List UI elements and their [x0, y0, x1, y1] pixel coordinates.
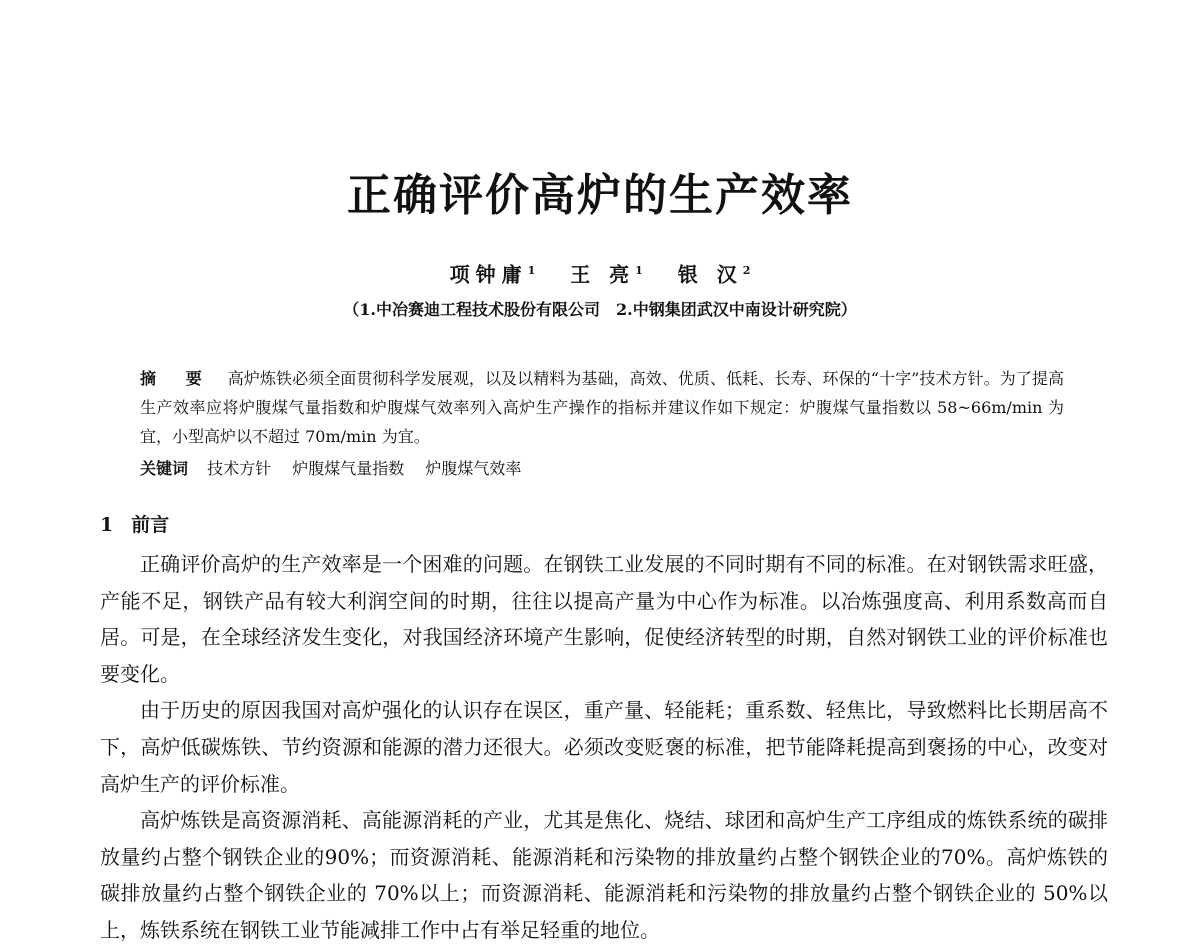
author-1-name: 项钟庸 [449, 262, 528, 287]
author-1-affiliation-mark: 1 [527, 264, 536, 277]
author-2-affiliation-mark: 1 [635, 264, 643, 277]
abstract [140, 364, 1064, 451]
author-2-name: 王 亮 [570, 262, 636, 287]
author-3-affiliation-mark: 2 [742, 264, 751, 277]
keyword-1: 技术方针 [207, 459, 272, 478]
keyword-3: 炉腹煤气效率 [425, 459, 522, 478]
abstract-text: 高炉炼铁必须全面贯彻科学发展观，以及以精料为基础，高效、优质、低耗、长寿、环保的“十字”技术方针。为了提高生产效率应将炉腹煤气量指数和炉腹煤气效率列入高炉生产操作的指标并建议作如下规定：炉腹煤气量指数以 58~66m/min 为宜，小型高炉以不超过 70m/min 为宜。 [140, 369, 1064, 446]
paragraph-2: 由于历史的原因我国对高炉强化的认识存在误区，重产量、轻能耗；重系数、轻焦比，导致燃料比长期居高不下，高炉低碳炼铁、节约资源和能源的潜力还很大。必须改变贬褒的标准，把节能降耗提高到褒扬的中心，改变对高炉生产的评价标准。 [100, 698, 1108, 796]
section-heading [100, 510, 169, 540]
body-text [100, 546, 1108, 949]
paper-title: 正确评价高炉的生产效率 [347, 170, 853, 221]
paragraph-3: 高炉炼铁是高资源消耗、高能源消耗的产业，尤其是焦化、烧结、球团和高炉生产工序组成的炼铁系统的碳排放量约占整个钢铁企业的90%；而资源消耗、能源消耗和污染物的排放量约占整个钢铁企业的70%。高炉炼铁的碳排放量约占整个钢铁企业的 70%以上；而资源消耗、能源消耗和污染物的排放量约占整个钢铁企业的 50%以上，炼铁系统在钢铁工业节能减排工作中占有举足轻重的地位。 [100, 808, 1108, 942]
affiliations: （1.中冶赛迪工程技术股份有限公司 2.中钢集团武汉中南设计研究院） [343, 300, 857, 319]
section-number: 1 [100, 514, 114, 536]
author-2 [570, 256, 643, 290]
keywords-label: 关键词 [140, 459, 189, 478]
section-title: 前言 [131, 514, 170, 536]
author-3-name: 银 汉 [677, 262, 743, 287]
paragraph-1: 正确评价高炉的生产效率是一个困难的问题。在钢铁工业发展的不同时期有不同的标准。在对钢铁需求旺盛，产能不足，钢铁产品有较大利润空间的时期，往往以提高产量为中心作为标准。以冶炼强度高、利用系数高而自居。可是，在全球经济发生变化，对我国经济环境产生影响，促使经济转型的时期，自然对钢铁工业的评价标准也要变化。 [100, 552, 1108, 686]
keywords [140, 454, 1064, 483]
author-list [0, 256, 1200, 290]
author-3 [678, 256, 751, 290]
keyword-2: 炉腹煤气量指数 [292, 459, 405, 478]
abstract-label: 摘 要 [140, 369, 214, 388]
author-1 [450, 256, 536, 290]
